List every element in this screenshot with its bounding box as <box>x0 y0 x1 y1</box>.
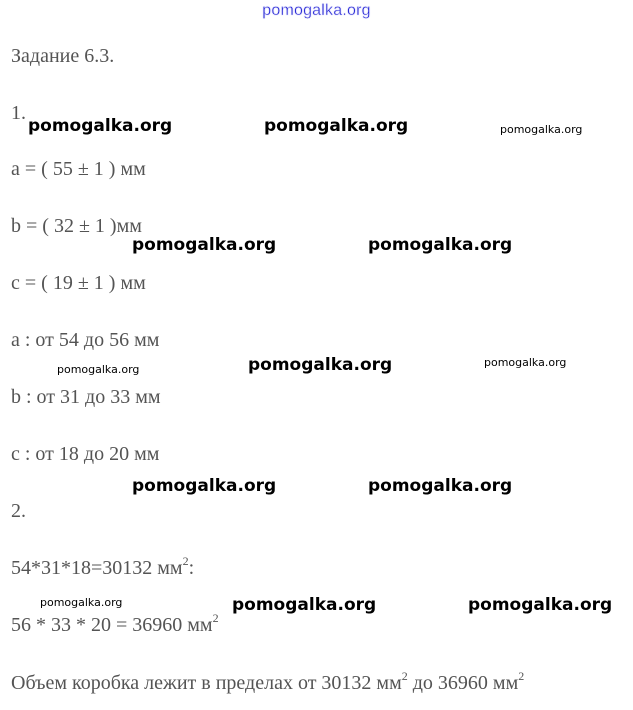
watermark: pomogalka.org <box>368 235 513 255</box>
conclusion <box>11 671 524 695</box>
watermark: pomogalka.org <box>500 123 583 136</box>
conclusion-part-1: Объем коробка лежит в пределах от 30132 мм <box>11 672 402 694</box>
value-a: a = ( 55 ± 1 ) мм <box>11 158 146 180</box>
watermark: pomogalka.org <box>484 356 567 369</box>
volume-max-text: 56 * 33 * 20 = 36960 мм <box>11 614 213 636</box>
exponent: 2 <box>212 611 219 625</box>
watermark: pomogalka.org <box>57 363 140 376</box>
exponent: 2 <box>182 554 189 568</box>
section-1-number: 1. <box>11 102 26 124</box>
exponent: 2 <box>518 669 525 683</box>
range-c: c : от 18 до 20 мм <box>11 443 160 465</box>
watermark: pomogalka.org <box>132 476 277 496</box>
volume-max-calc <box>11 613 219 637</box>
conclusion-part-2: до 36960 мм <box>407 672 519 694</box>
watermark: pomogalka.org <box>40 596 123 609</box>
volume-min-tail: : <box>188 557 195 579</box>
value-c: c = ( 19 ± 1 ) мм <box>11 272 146 294</box>
header-watermark: pomogalka.org <box>262 2 371 19</box>
watermark: pomogalka.org <box>132 235 277 255</box>
value-b: b = ( 32 ± 1 )мм <box>11 215 142 237</box>
range-b: b : от 31 до 33 мм <box>11 386 161 408</box>
exponent: 2 <box>401 669 408 683</box>
watermark: pomogalka.org <box>248 355 393 375</box>
task-title: Задание 6.3. <box>11 45 115 67</box>
range-a: a : от 54 до 56 мм <box>11 329 160 351</box>
section-2-number: 2. <box>11 500 26 522</box>
watermark: pomogalka.org <box>368 476 513 496</box>
watermark: pomogalka.org <box>468 595 613 615</box>
volume-min-text: 54*31*18=30132 мм <box>11 557 183 579</box>
volume-min-calc <box>11 556 194 580</box>
watermark: pomogalka.org <box>28 116 173 136</box>
watermark: pomogalka.org <box>232 595 377 615</box>
watermark: pomogalka.org <box>264 116 409 136</box>
